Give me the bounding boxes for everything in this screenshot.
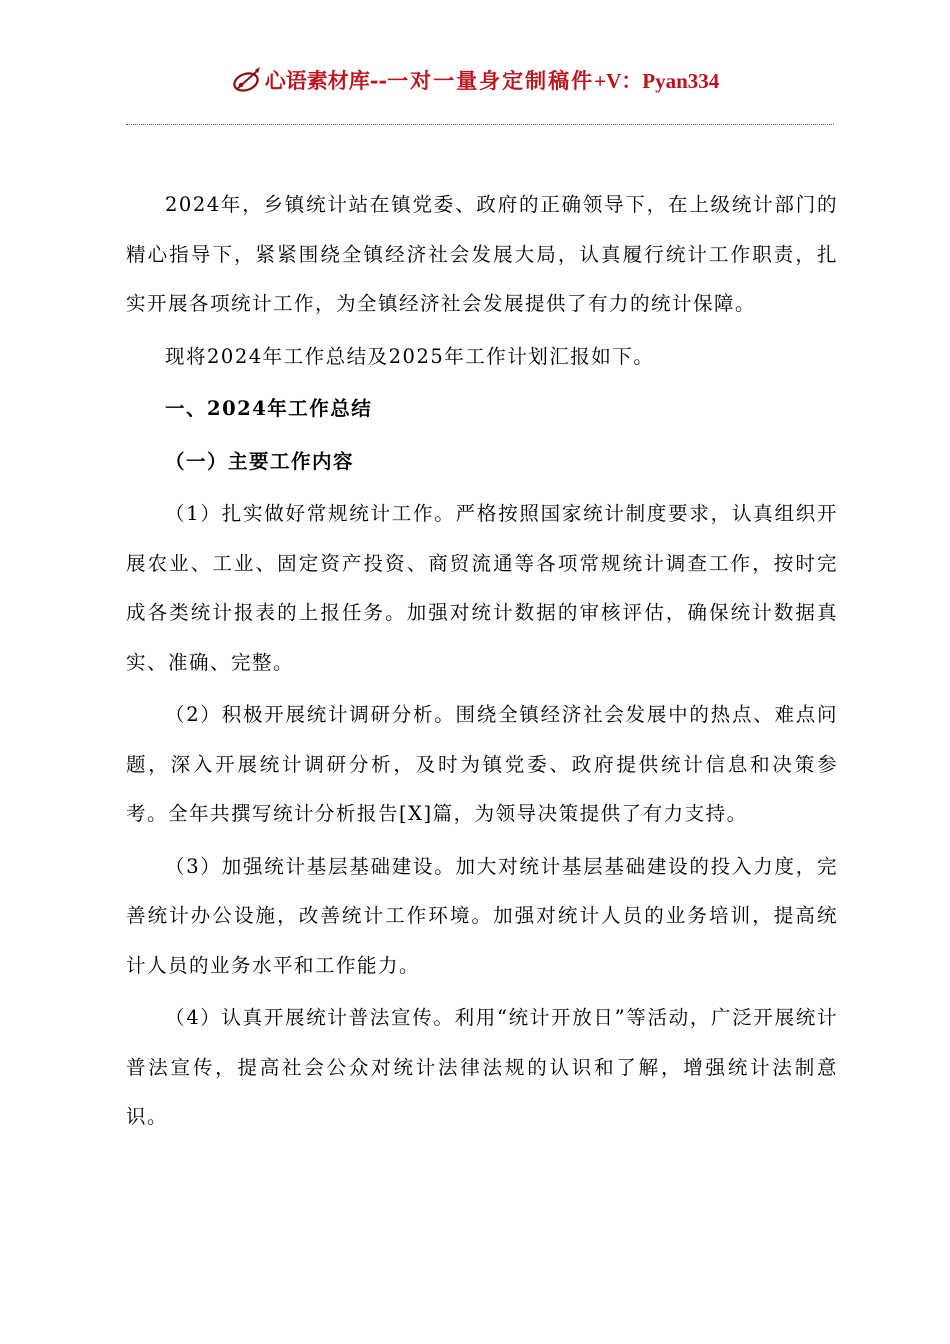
brush-pen-logo-icon	[231, 63, 265, 97]
header-brand: 心语素材库	[264, 68, 370, 93]
work-item-2: （2）积极开展统计调研分析。围绕全镇经济社会发展中的热点、难点问题，深入开展统计调研分析，及时为镇党委、政府提供统计信息和决策参考。全年共撰写统计分析报告[X]篇，为领导决策提供了有力支持。	[126, 703, 838, 825]
intro-paragraph: 2024年，乡镇统计站在镇党委、政府的正确领导下，在上级统计部门的精心指导下，紧紧围绕全镇经济社会发展大局，认真履行统计工作职责，扎实开展各项统计工作，为全镇经济社会发展提供了有力的统计保障。	[126, 193, 838, 315]
report-line: 现将2024年工作总结及2025年工作计划汇报如下。	[165, 344, 655, 368]
header-separator: --	[369, 68, 388, 93]
section-title: 一、2024年工作总结	[165, 397, 373, 420]
work-item-1: （1）扎实做好常规统计工作。严格按照国家统计制度要求，认真组织开展农业、工业、固定资产投资、商贸流通等各项常规统计调查工作，按时完成各类统计报表的上报任务。加强对统计数据的审核评估，确保统计数据真实、准确、完整。	[126, 502, 838, 674]
page-header	[0, 58, 950, 102]
subsection-title: （一）主要工作内容	[165, 449, 355, 473]
header-watermark-text	[265, 65, 720, 95]
header-tagline: 一对一量身定制稿件	[387, 68, 595, 93]
header-contact: +V：Pyan334	[594, 69, 720, 93]
work-item-4: （4）认真开展统计普法宣传。利用“统计开放日”等活动，广泛开展统计普法宣传，提高社会公众对统计法律法规的认识和了解，增强统计法制意识。	[126, 1006, 838, 1128]
work-item-3: （3）加强统计基层基础建设。加大对统计基层基础建设的投入力度，完善统计办公设施，改善统计工作环境。加强对统计人员的业务培训，提高统计人员的业务水平和工作能力。	[126, 854, 838, 977]
document-body	[126, 180, 838, 1145]
header-divider	[126, 124, 834, 125]
